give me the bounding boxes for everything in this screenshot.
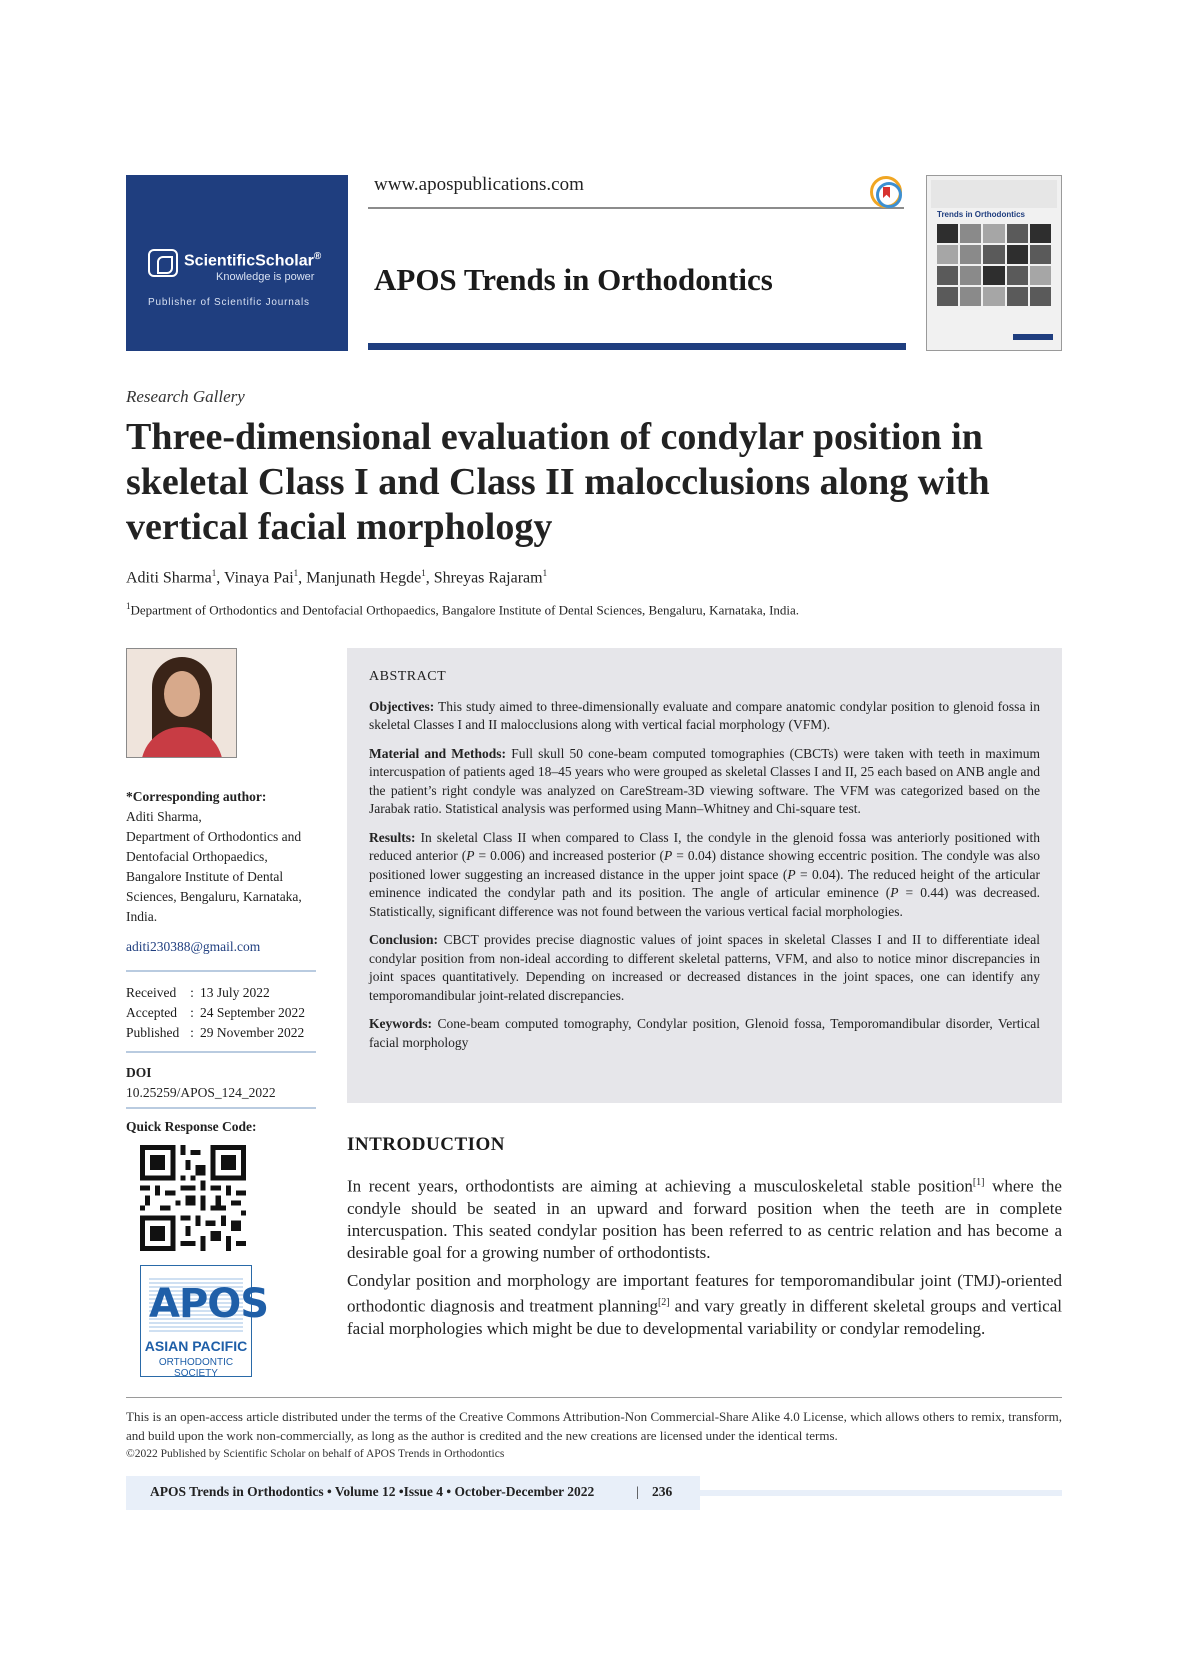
- citation-link[interactable]: [1]: [972, 1177, 985, 1188]
- page-number: 236: [652, 1484, 673, 1499]
- author-photo: [126, 648, 237, 758]
- author-name: Shreyas Rajaram: [433, 569, 543, 587]
- corresponding-author-label: *Corresponding author:: [126, 789, 267, 804]
- apos-logo-line1: ASIAN PACIFIC: [144, 1338, 248, 1354]
- affiliation: $^1$Department of Orthodontics and Dentofacial Orthopaedics, Bangalore Institute of Dental Sciences, Bengaluru, Karnataka, India.: [126, 601, 800, 618]
- introduction-paragraph: In recent years, orthodontists are aiming at achieving a musculoskeletal stable position[1] where the condyle should be seated in an upward and forward position when the teeth are in complete intercuspation. This seated condylar position has been referred to as centric relation and has become a desirable goal for a growing number of orthodontists.: [347, 1176, 1062, 1262]
- qr-code-icon[interactable]: [140, 1145, 246, 1251]
- author-list: Aditi Sharma$^1$, Vinaya Pai$^1$, Manjunath Hegde$^1$, Shreyas Rajaram$^1$: [126, 568, 548, 587]
- footer-separator: |: [636, 1484, 639, 1499]
- apos-logo-line2: ORTHODONTIC SOCIETY: [158, 1357, 234, 1379]
- apos-society-logo: [140, 1265, 269, 1379]
- footer-divider: [126, 1397, 1062, 1398]
- introduction-heading: INTRODUCTION: [347, 1134, 506, 1155]
- cover-header: [931, 180, 1057, 208]
- sidebar-divider: [126, 1107, 316, 1109]
- corresponding-email-link[interactable]: aditi230388@gmail.com: [126, 939, 261, 954]
- cover-photo-grid: [937, 224, 1051, 306]
- author-name: Vinaya Pai: [223, 569, 294, 587]
- cover-title: Trends in Orthodontics: [937, 210, 1026, 219]
- publisher-logo-box: [126, 175, 348, 351]
- article-title: Three-dimensional evaluation of condylar position in skeletal Class I and Class II malocclusions along with vertical facial morphology: [126, 416, 990, 548]
- header-divider: [368, 207, 904, 209]
- section-label: Research Gallery: [126, 387, 245, 406]
- journal-website-link[interactable]: www.apospublications.com: [374, 174, 584, 195]
- copyright-line: ©2022 Published by Scientific Scholar on behalf of APOS Trends in Orthodontics: [126, 1448, 505, 1460]
- publisher-name: ScientificScholar®: [184, 251, 322, 270]
- author-name: Manjunath Hegde: [306, 569, 422, 587]
- abstract-methods: Material and Methods: Full skull 50 cone-beam computed tomographies (CBCTs) were taken with teeth in maximum intercuspation of patients aged 18–45 years who were grouped as skeletal Classes I and II, 25 each based on ANB angle and the patient’s right condyle was analyzed on CareStream-3D viewing software. The VFM was categorized based on the Jarabak ratio. Statistical analysis was performed using Mann–Whitney and Chi-square test.: [369, 745, 1040, 816]
- author-name: Aditi Sharma: [126, 569, 212, 587]
- apos-logo-word: APOS: [149, 1276, 243, 1332]
- abstract-conclusion: Conclusion: CBCT provides precise diagnostic values of joint spaces in skeletal Classes I and II to differentiate ideal condylar position from non-ideal according to different skeletal patterns, VFM, and also to notice minor discrepancies in joint spaces quantitatively. Depending on increased or decreased distances in the joint spaces, one can identify any temporomandibular joint-related discrepancies.: [369, 932, 1040, 1003]
- footer-band-line: [700, 1490, 1062, 1496]
- publisher-subtitle: Publisher of Scientific Journals: [148, 297, 310, 308]
- cover-footer-logo: [1013, 334, 1053, 340]
- license-text: This is an open-access article distributed under the terms of the Creative Commons Attribution-Non Commercial-Share Alike 4.0 License, which allows others to remix, transform, and build upon the work non-commercially, as long as the author is credited and the new creations are licensed under the identical terms.: [126, 1409, 1062, 1443]
- introduction-paragraph: Condylar position and morphology are important features for temporomandibular joint (TMJ)-oriented orthodontic diagnosis and treatment planning[2] and vary greatly in different skeletal groups and vertical facial morphologies which might be due to developmental variability or condylar remodeling.: [347, 1271, 1062, 1338]
- abstract-keywords: Keywords: Cone-beam computed tomography, Condylar position, Glenoid fossa, Temporomandibular disorder, Vertical facial morphology: [369, 1016, 1040, 1050]
- sidebar-divider: [126, 1051, 316, 1053]
- abstract-results: Results: In skeletal Class II when compared to Class I, the condyle in the glenoid fossa was anteriorly positioned with reduced anterior (P = 0.006) and increased posterior (P = 0.04) distance showing eccentric position. The condyle was also positioned lower suggesting an increased distance in the upper joint space (P = 0.04). The reduced height of the articular eminence indicated the condylar path and its position. The angle of articular eminence (P = 0.44) was decreased. Statistically, significant difference was not found between the various vertical facial morphologies.: [369, 829, 1040, 919]
- abstract-objectives: Objectives: This study aimed to three-dimensionally evaluate and compare anatomic condylar position to glenoid fossa in skeletal Classes I and II malocclusions along with vertical facial morphology (VFM).: [369, 698, 1040, 732]
- date-row: Published : 29 November 2022: [126, 1025, 305, 1040]
- date-row: Accepted : 24 September 2022: [126, 1005, 305, 1020]
- doi-label: DOI: [126, 1065, 152, 1080]
- date-row: Received : 13 July 2022: [126, 985, 270, 1000]
- crossmark-icon[interactable]: [870, 176, 902, 208]
- scientific-scholar-logo-icon: [148, 249, 178, 277]
- header-bar: [368, 343, 906, 350]
- sidebar-divider: [126, 970, 316, 972]
- footer-journal-issue: APOS Trends in Orthodontics • Volume 12 •Issue 4 • October-December 2022: [150, 1484, 595, 1499]
- corresponding-author-details: Aditi Sharma, Department of Orthodontics and Dentofacial Orthopaedics, Bangalore Institute of Dental Sciences, Bengaluru, Karnataka, India.: [126, 809, 302, 924]
- doi-link[interactable]: 10.25259/APOS_124_2022: [126, 1085, 276, 1100]
- journal-cover-thumbnail: [926, 175, 1062, 351]
- qr-code-label: Quick Response Code:: [126, 1119, 257, 1134]
- abstract-heading: ABSTRACT: [369, 669, 447, 684]
- article-dates: [126, 983, 316, 1043]
- publisher-tagline: Knowledge is power: [216, 271, 315, 283]
- journal-title: APOS Trends in Orthodontics: [374, 262, 773, 297]
- citation-link[interactable]: [2]: [657, 1297, 670, 1308]
- abstract-box: [347, 648, 1062, 1103]
